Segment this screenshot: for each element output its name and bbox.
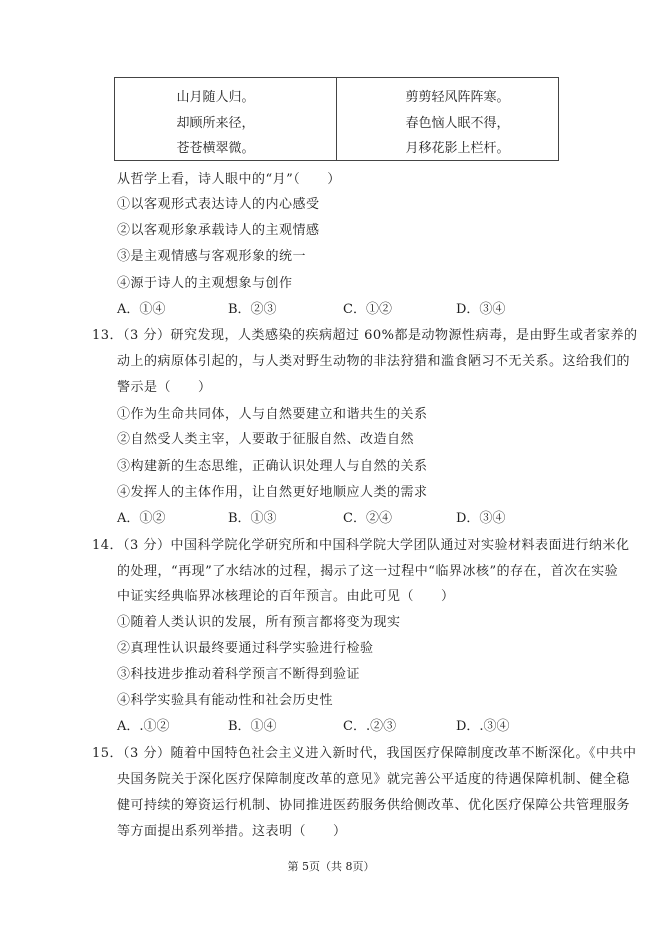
page-footer: 第 5页（共 8页）: [287, 860, 375, 873]
q13-item: ③构建新的生态思维，正确认识处理人与自然的关系: [117, 459, 428, 474]
poem-line: 山月随人归。: [176, 90, 255, 105]
option-d[interactable]: D．③④: [456, 302, 506, 317]
q14-stem-line: 14．（3 分）中国科学院化学研究所和中国科学院大学团队通过对实验材料表面进行纳米化: [92, 538, 630, 553]
q14-stem-line: 中证实经典临界冰核理论的百年预言。由此可见（ ）: [117, 589, 455, 604]
poem-line: 苍苍横翠微。: [176, 141, 255, 156]
option-a[interactable]: A．①②: [117, 511, 166, 526]
q15-stem-line: 央国务院关于深化医疗保障制度改革的意见》就完善公平适度的待遇保障机制、健全稳: [117, 772, 631, 787]
q12-item: ①以客观形式表达诗人的内心感受: [117, 197, 320, 212]
q12-item: ②以客观形象承载诗人的主观情感: [117, 223, 320, 238]
q14-stem-line: 的处理，“再现”了水结冰的过程，揭示了这一过程中“临界冰核”的存在，首次在实验: [117, 564, 619, 579]
q13-item: ④发挥人的主体作用，让自然更好地顺应人类的需求: [117, 485, 428, 500]
q12-item: ④源于诗人的主观想象与创作: [117, 276, 293, 291]
q15-stem-line: 15．（3 分）随着中国特色社会主义进入新时代，我国医疗保障制度改革不断深化。《中共中: [92, 746, 637, 761]
option-c[interactable]: C．①②: [343, 302, 392, 317]
option-b[interactable]: B．①③: [228, 511, 277, 526]
poem-line: 却顾所来径，: [176, 115, 255, 131]
poem-line: 春色恼人眠不得，: [405, 115, 510, 131]
poem-table: [114, 77, 559, 161]
q13-stem-line: 13．（3 分）研究发现，人类感染的疾病超过 60%都是动物源性病毒，是由野生或者家养的: [92, 328, 638, 343]
q14-item: ②真理性认识最终要通过科学实验进行检验: [117, 641, 374, 656]
poem-left-column: [115, 78, 337, 160]
q15-stem-line: 等方面提出系列举措。这表明（ ）: [117, 824, 347, 839]
q12-item: ③是主观情感与客观形象的统一: [117, 249, 307, 264]
poem-line: 月移花影上栏杆。: [405, 141, 510, 156]
q13-stem-line: 警示是（ ）: [117, 380, 212, 395]
option-b[interactable]: B．①④: [228, 719, 277, 734]
option-a[interactable]: A．.①②: [117, 719, 170, 734]
q12-stem: 从哲学上看，诗人眼中的“月”（ ）: [117, 172, 341, 187]
q14-item: ①随着人类认识的发展，所有预言都将变为现实: [117, 615, 401, 630]
option-c[interactable]: C．.②③: [343, 719, 397, 734]
q13-stem-line: 动上的病原体引起的，与人类对野生动物的非法狩猎和滥食陋习不无关系。这给我们的: [117, 354, 631, 369]
option-b[interactable]: B．②③: [228, 302, 277, 317]
option-d[interactable]: D．③④: [456, 511, 506, 526]
q15-stem-line: 健可持续的筹资运行机制、协同推进医药服务供给侧改革、优化医疗保障公共管理服务: [117, 798, 631, 813]
option-c[interactable]: C．②④: [343, 511, 392, 526]
q14-item: ③科技进步推动着科学预言不断得到验证: [117, 667, 361, 682]
poem-line: 剪剪轻风阵阵寒。: [405, 90, 510, 105]
q13-item: ①作为生命共同体，人与自然要建立和谐共生的关系: [117, 407, 428, 422]
option-d[interactable]: D．.③④: [456, 719, 510, 734]
option-a[interactable]: A．①④: [117, 302, 166, 317]
q14-item: ④科学实验具有能动性和社会历史性: [117, 693, 334, 708]
q13-item: ②自然受人类主宰，人要敢于征服自然、改造自然: [117, 432, 415, 447]
poem-right-column: [337, 78, 558, 160]
